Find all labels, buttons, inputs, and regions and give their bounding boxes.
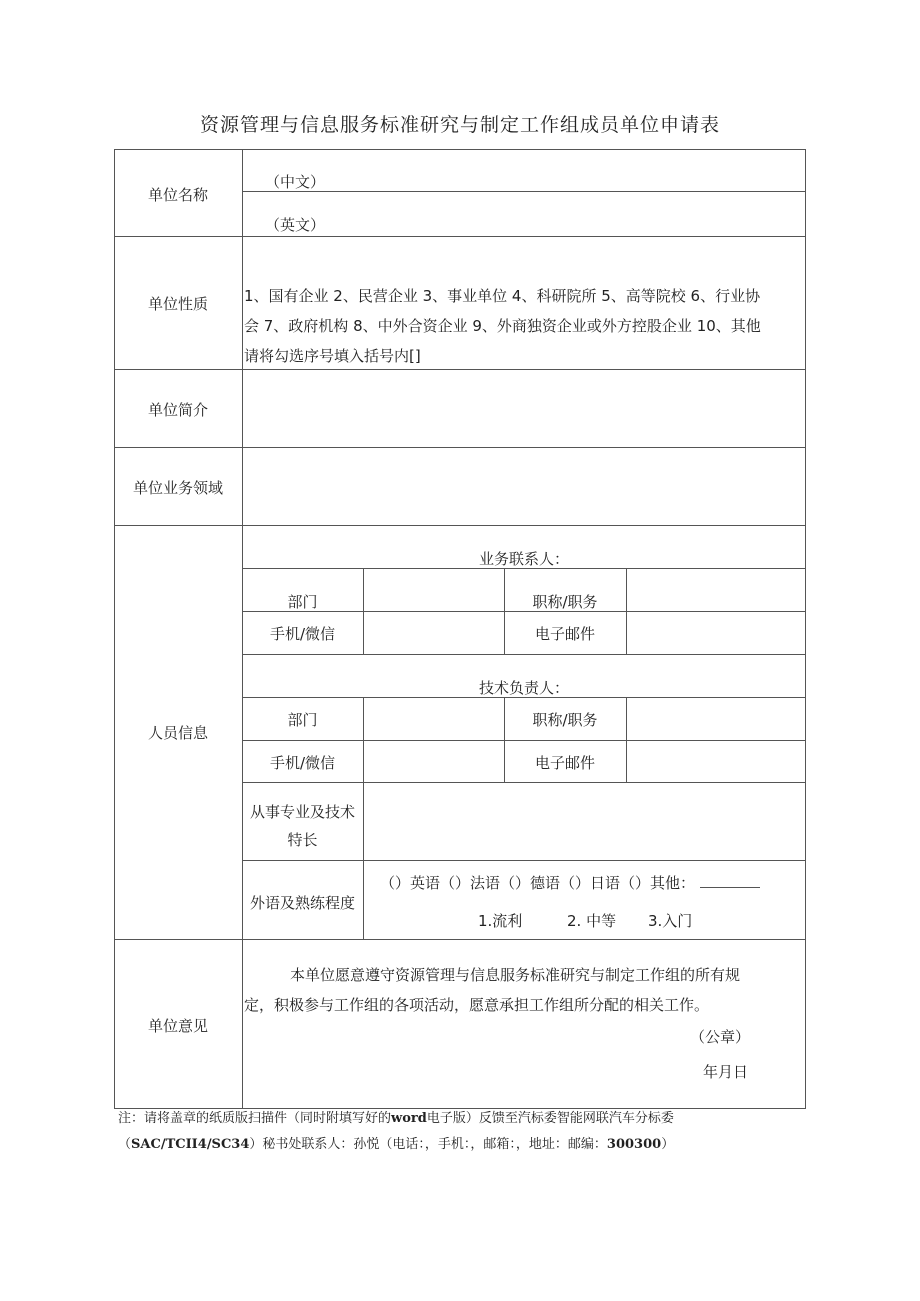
personnel-label: 人员信息 <box>147 724 208 742</box>
tech-lead-heading: 技术负责人： <box>478 679 569 697</box>
unit-name-chinese-field[interactable]: （中文） <box>265 173 326 191</box>
language-level-beginner[interactable]: 3.入门 <box>648 912 693 930</box>
language-other-blank[interactable] <box>700 873 760 888</box>
business-field-input[interactable] <box>243 448 805 525</box>
unit-nature-instruction[interactable]: 请将勾选序号填入括号内[] <box>244 347 421 365</box>
footnote <box>118 1106 808 1158</box>
tech-phone-label: 手机/微信 <box>269 754 336 772</box>
unit-intro-label: 单位简介 <box>147 401 208 419</box>
business-title-field[interactable] <box>627 569 805 611</box>
note-code: SAC/TCII4/SC34 <box>131 1137 250 1152</box>
opinion-label: 单位意见 <box>147 1017 208 1035</box>
unit-name-english-field[interactable]: （英文） <box>265 216 326 234</box>
business-department-field[interactable] <box>364 569 504 611</box>
unit-nature-options-line2: 会 7、政府机构 8、中外合资企业 9、外商独资企业或外方控股企业 10、其他 <box>244 317 761 335</box>
official-seal-text: （公章） <box>690 1028 751 1046</box>
specialty-field[interactable] <box>364 783 805 860</box>
specialty-label-line1: 从事专业及技术 <box>249 803 355 821</box>
language-level-medium[interactable]: 2. 中等 <box>567 912 617 930</box>
unit-nature-options-line1: 1、国有企业 2、民营企业 3、事业单位 4、科研院所 5、高等院校 6、行业协 <box>244 287 761 305</box>
specialty-label-line2: 特长 <box>287 831 318 849</box>
tech-title-label: 职称/职务 <box>532 711 598 729</box>
language-level-fluent[interactable]: 1.流利 <box>478 912 523 930</box>
tech-email-label: 电子邮件 <box>534 754 595 772</box>
language-label: 外语及熟练程度 <box>249 894 355 912</box>
unit-nature-label: 单位性质 <box>147 295 208 313</box>
note-part4: ） <box>661 1137 675 1152</box>
tech-email-field[interactable] <box>627 741 805 782</box>
tech-department-label: 部门 <box>287 711 318 729</box>
tech-title-field[interactable] <box>627 698 805 740</box>
business-field-label: 单位业务领域 <box>132 479 223 497</box>
business-phone-field[interactable] <box>364 612 504 654</box>
unit-intro-field[interactable] <box>243 370 805 447</box>
note-part1: 注：请将盖章的纸质版扫描件（同时附填写好的 <box>118 1111 392 1126</box>
business-email-field[interactable] <box>627 612 805 654</box>
tech-phone-field[interactable] <box>364 741 504 782</box>
business-title-label: 职称/职务 <box>532 593 598 611</box>
language-options-text: （）英语（）法语（）德语（）日语（）其他： <box>380 874 696 892</box>
business-email-label: 电子邮件 <box>534 625 595 643</box>
note-zip: 300300 <box>606 1137 662 1152</box>
note-part3: ）秘书处联系人：孙悦（电话：，手机：，邮箱：，地址：邮编： <box>249 1137 607 1152</box>
date-text[interactable]: 年月日 <box>703 1063 749 1081</box>
note-word: word <box>391 1111 427 1126</box>
opinion-text-line1: 本单位愿意遵守资源管理与信息服务标准研究与制定工作组的所有规 <box>290 966 741 984</box>
business-contact-heading: 业务联系人： <box>478 550 569 568</box>
language-options[interactable] <box>380 872 760 893</box>
unit-name-label: 单位名称 <box>147 186 208 204</box>
opinion-text-line2: 定，积极参与工作组的各项活动，愿意承担工作组所分配的相关工作。 <box>244 996 710 1014</box>
business-phone-label: 手机/微信 <box>269 625 336 643</box>
note-part2: 电子版）反馈至汽标委智能网联汽车分标委（ <box>118 1111 674 1152</box>
tech-department-field[interactable] <box>364 698 504 740</box>
business-department-label: 部门 <box>287 593 318 611</box>
form-title: 资源管理与信息服务标准研究与制定工作组成员单位申请表 <box>199 114 720 136</box>
